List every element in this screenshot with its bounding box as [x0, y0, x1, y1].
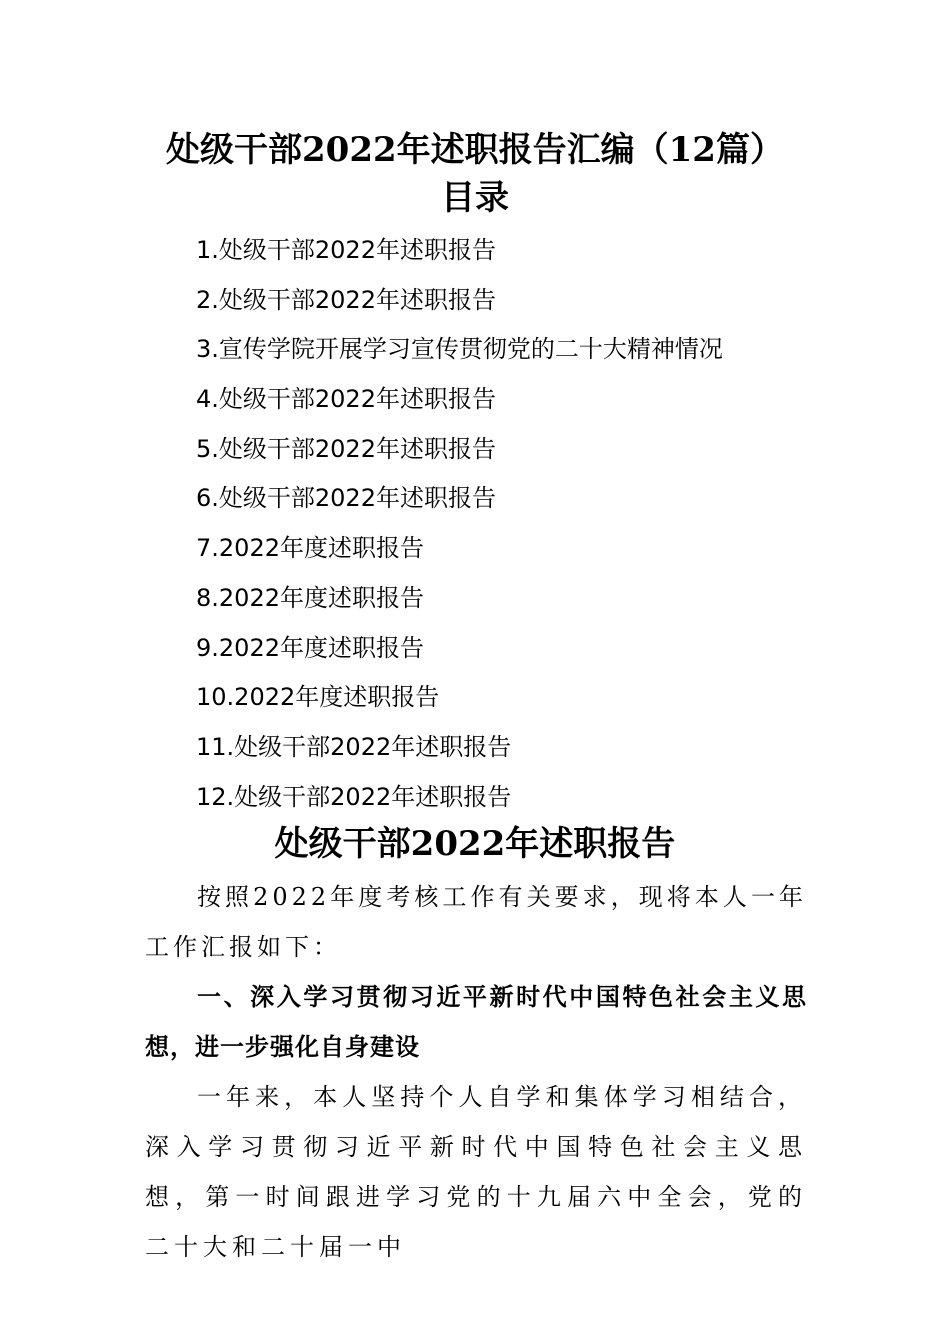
toc-item: 12.处级干部2022年述职报告	[196, 782, 512, 811]
report-title: 处级干部2022年述职报告	[274, 824, 676, 864]
toc-item: 10.2022年度述职报告	[196, 683, 440, 712]
toc-item: 9.2022年度述职报告	[196, 633, 424, 662]
section-heading: 一、深入学习贯彻习近平新时代中国特色社会主义思想，进一步强化自身建设	[145, 983, 807, 1061]
toc-item: 3.宣传学院开展学习宣传贯彻党的二十大精神情况	[196, 335, 723, 364]
intro-paragraph: 按照2022年度考核工作有关要求，现将本人一年工作汇报如下：	[145, 883, 807, 961]
document-title: 处级干部2022年述职报告汇编（12篇）	[166, 130, 784, 170]
toc-item: 11.处级干部2022年述职报告	[196, 732, 512, 761]
toc-item: 7.2022年度述职报告	[196, 534, 424, 563]
toc-item: 6.处级干部2022年述职报告	[196, 484, 496, 513]
toc-item: 1.处级干部2022年述职报告	[196, 236, 496, 264]
toc-item: 5.处级干部2022年述职报告	[196, 434, 496, 463]
toc-heading: 目录	[441, 178, 509, 218]
toc-item: 2.处级干部2022年述职报告	[196, 285, 496, 314]
toc-item: 8.2022年度述职报告	[196, 583, 424, 612]
toc-item: 4.处级干部2022年述职报告	[196, 385, 496, 414]
body-paragraph: 一年来，本人坚持个人自学和集体学习相结合，深入学习贯彻习近平新时代中国特色社会主义思想，第一时间跟进学习党的十九届六中全会，党的二十大和二十届一中	[145, 1083, 807, 1261]
table-of-contents	[196, 228, 723, 824]
